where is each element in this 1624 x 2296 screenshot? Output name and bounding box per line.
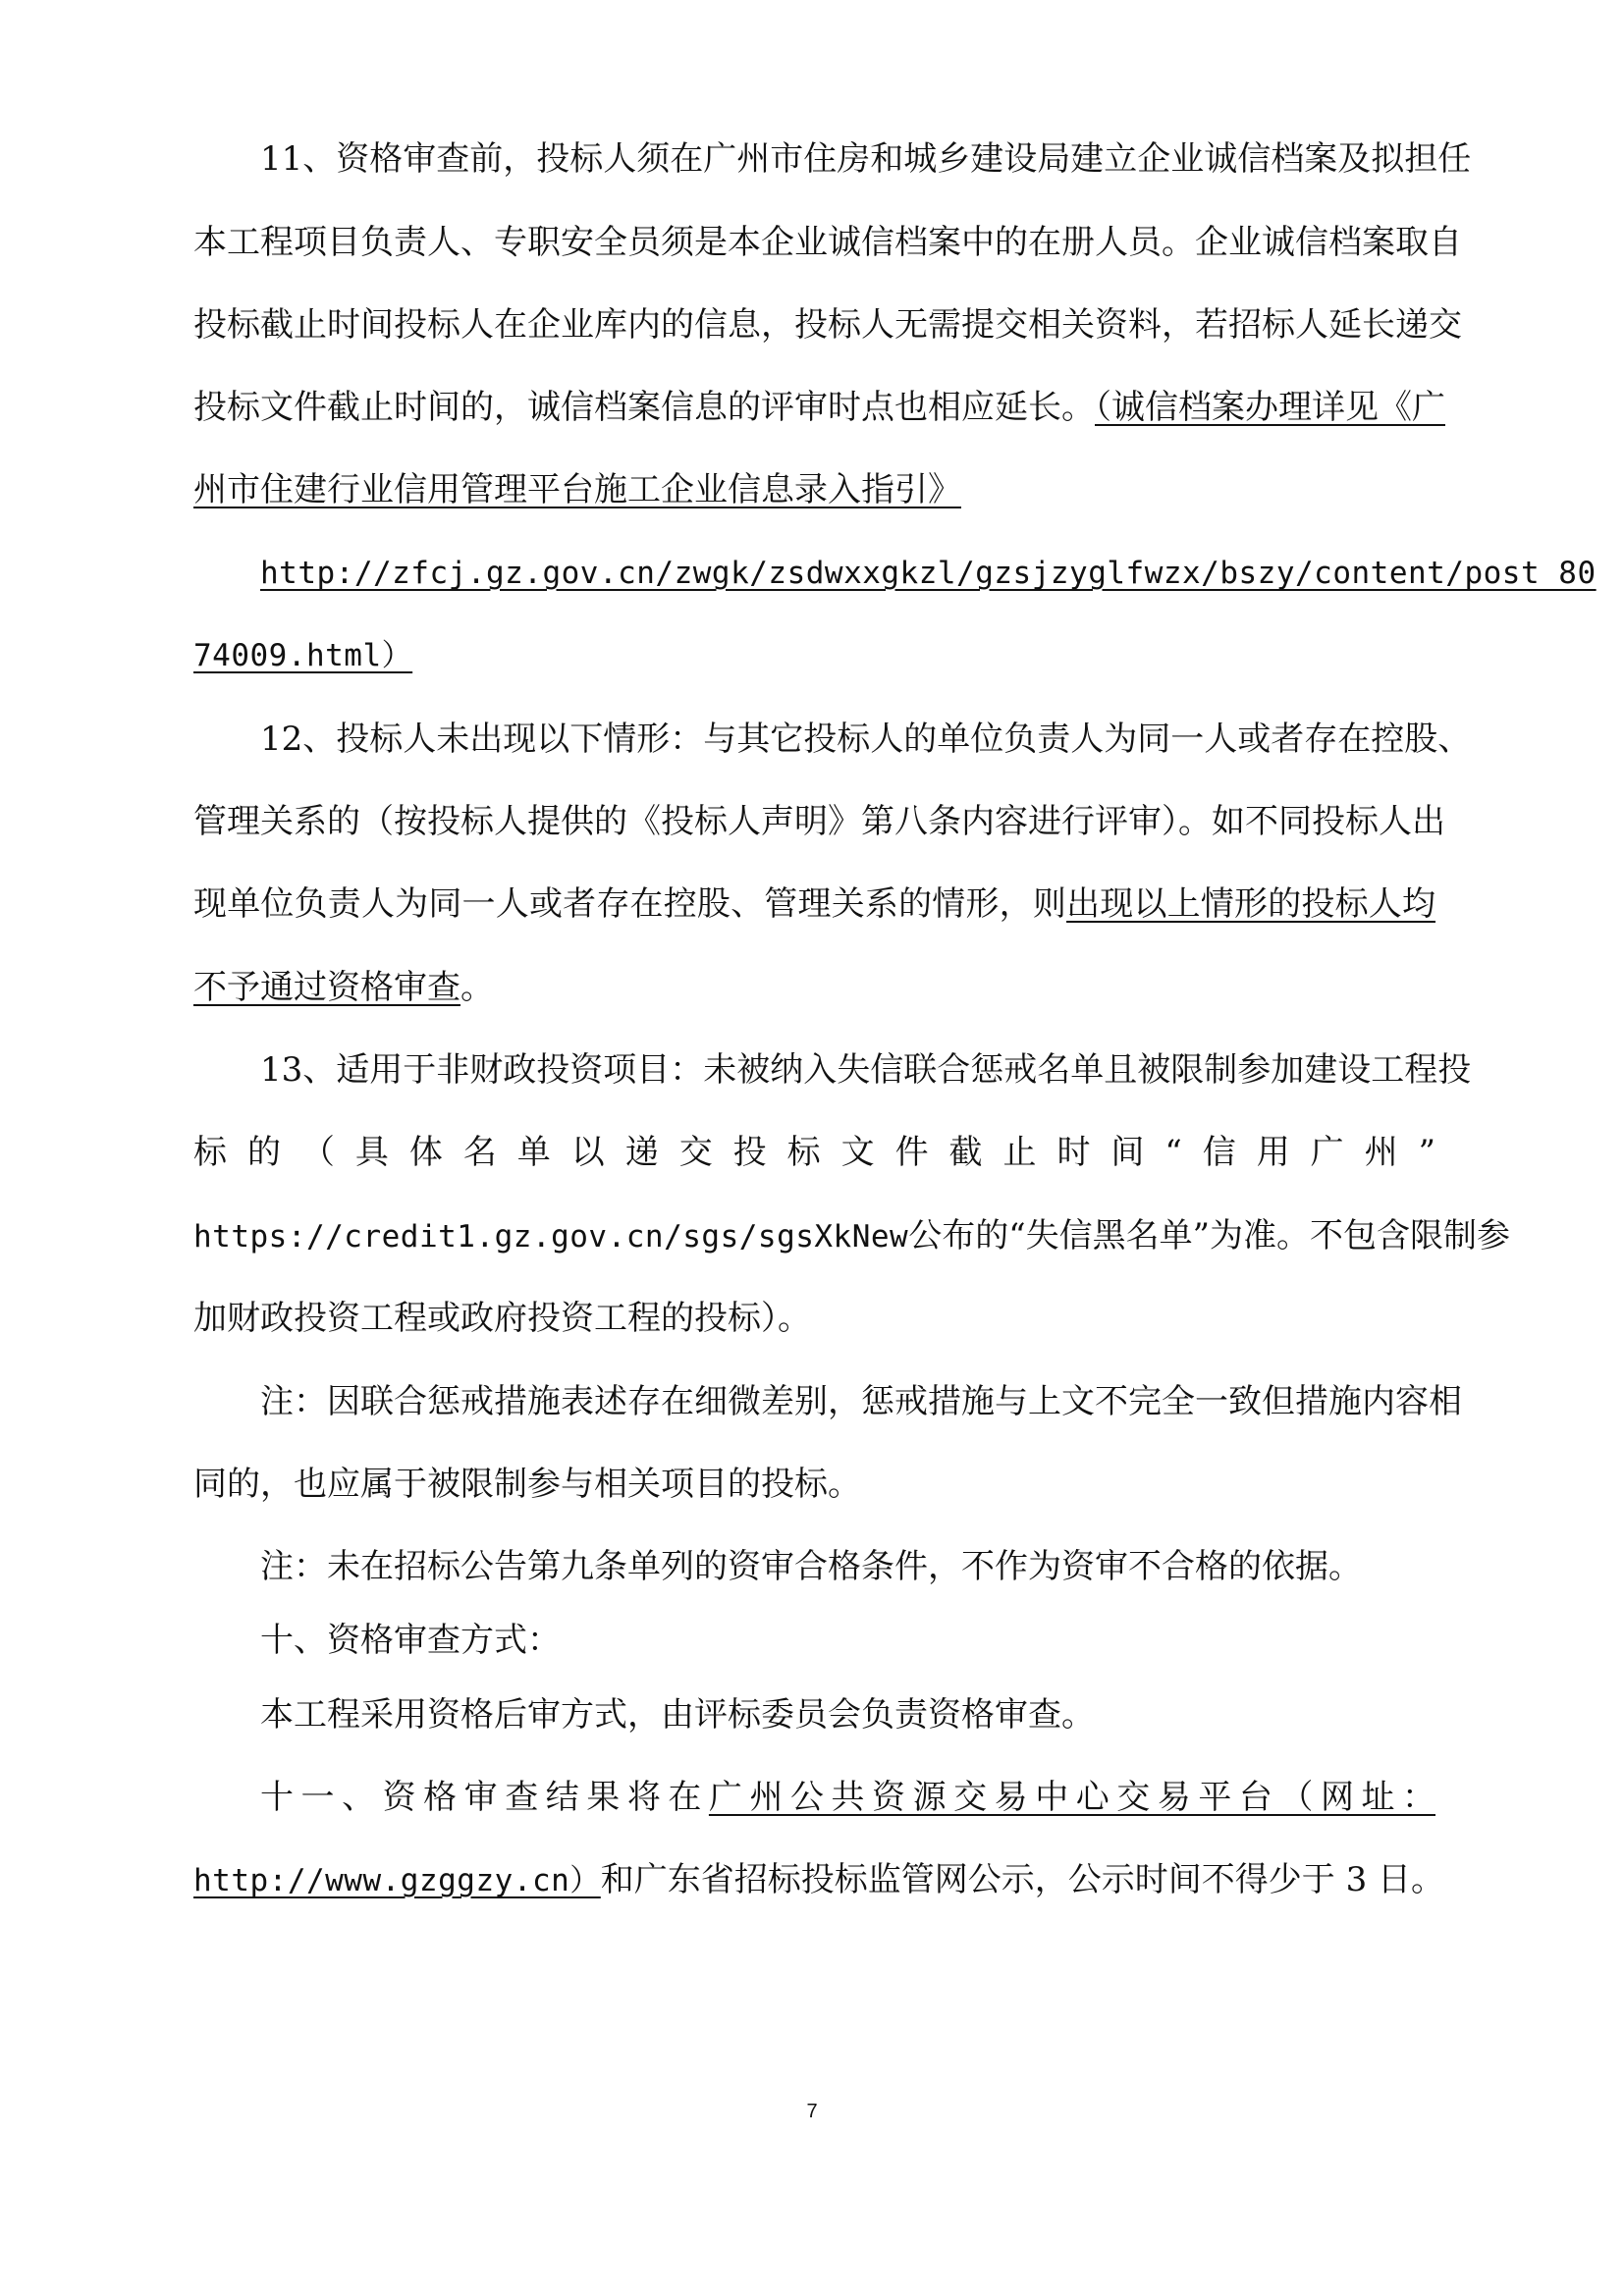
- note-1-line-1: 注：因联合惩戒措施表述存在细微差别，惩戒措施与上文不完全一致但措施内容相: [260, 1382, 1462, 1421]
- item-11-line-2: 本工程项目负责人、专职安全员须是本企业诚信档案中的在册人员。企业诚信档案取自: [193, 223, 1462, 262]
- section-11-text-end: 和广东省招标投标监管网公示，公示时间不得少于 3 日。: [600, 1860, 1445, 1899]
- item-11-line-4: [193, 384, 1445, 431]
- section-10-body: 本工程采用资格后审方式，由评标委员会负责资格审查。: [260, 1695, 1095, 1735]
- item-13-text: 公布的“失信黑名单”为准。不包含限制参: [908, 1216, 1510, 1255]
- item-12-line-4: [193, 964, 1435, 1011]
- credit-guide-link-cont[interactable]: 州市住建行业信用管理平台施工企业信息录入指引》: [193, 470, 961, 509]
- item-12-line-2: 管理关系的（按投标人提供的《投标人声明》第八条内容进行评审）。如不同投标人出: [193, 802, 1445, 841]
- item-11-line-5: [193, 466, 1435, 513]
- item-11-line-1: 11、资格审查前，投标人须在广州市住房和城乡建设局建立企业诚信档案及拟担任: [260, 139, 1472, 179]
- item-13-line-1: 13、适用于非财政投资项目：未被纳入失信联合惩戒名单且被限制参加建设工程投: [260, 1050, 1472, 1090]
- section-10-heading: 十、资格审查方式：: [260, 1621, 561, 1660]
- gzggzy-url-link[interactable]: http://www.gzggzy.cn）: [193, 1863, 601, 1898]
- disqualify-clause-cont: 不予通过资格审查: [193, 968, 460, 1007]
- guide-url-link[interactable]: http://zfcj.gz.gov.cn/zwgk/zsdwxxgkzl/gzsjzyglfwzx/bszy/content/post_80: [260, 556, 1597, 591]
- section-11-line-2: [193, 1856, 1445, 1904]
- item-12-text: 现单位负责人为同一人或者存在控股、管理关系的情形，则: [193, 884, 1067, 924]
- credit-gz-url[interactable]: https://credit1.gz.gov.cn/sgs/sgsXkNew: [193, 1219, 909, 1255]
- disqualify-clause: 出现以上情形的投标人均: [1066, 884, 1436, 924]
- note-1-line-2: 同的，也应属于被限制参与相关项目的投标。: [193, 1465, 861, 1504]
- trading-platform-link[interactable]: 广州公共资源交易中心交易平台（网址：: [708, 1778, 1436, 1817]
- item-11-url-line-1: [193, 550, 1597, 597]
- item-11-line-3: 投标截止时间投标人在企业库内的信息，投标人无需提交相关资料，若招标人延长递交: [193, 305, 1462, 345]
- credit-guide-link[interactable]: （诚信档案办理详见《广: [1095, 388, 1445, 427]
- item-13-line-3: [193, 1212, 1510, 1260]
- item-13-line-2: 标的（具体名单以递交投标文件截止时间“信用广州”: [193, 1133, 1435, 1172]
- note-2: 注：未在招标公告第九条单列的资审合格条件，不作为资审不合格的依据。: [260, 1547, 1362, 1586]
- item-12-line-3: [193, 881, 1435, 928]
- section-11-text: 十一、资格审查结果将在: [260, 1778, 709, 1817]
- item-13-line-4: 加财政投资工程或政府投资工程的投标）。: [193, 1299, 811, 1338]
- item-11-url-line-2: [193, 632, 1435, 679]
- item-12-line-1: 12、投标人未出现以下情形：与其它投标人的单位负责人为同一人或者存在控股、: [260, 720, 1472, 759]
- section-11-line-1: [193, 1774, 1435, 1821]
- item-12-end: 。: [460, 968, 494, 1007]
- page-number: 7: [806, 2101, 818, 2122]
- guide-url-link-cont[interactable]: 74009.html）: [193, 638, 413, 673]
- item-11-text: 投标文件截止时间的，诚信档案信息的评审时点也相应延长。: [193, 388, 1095, 427]
